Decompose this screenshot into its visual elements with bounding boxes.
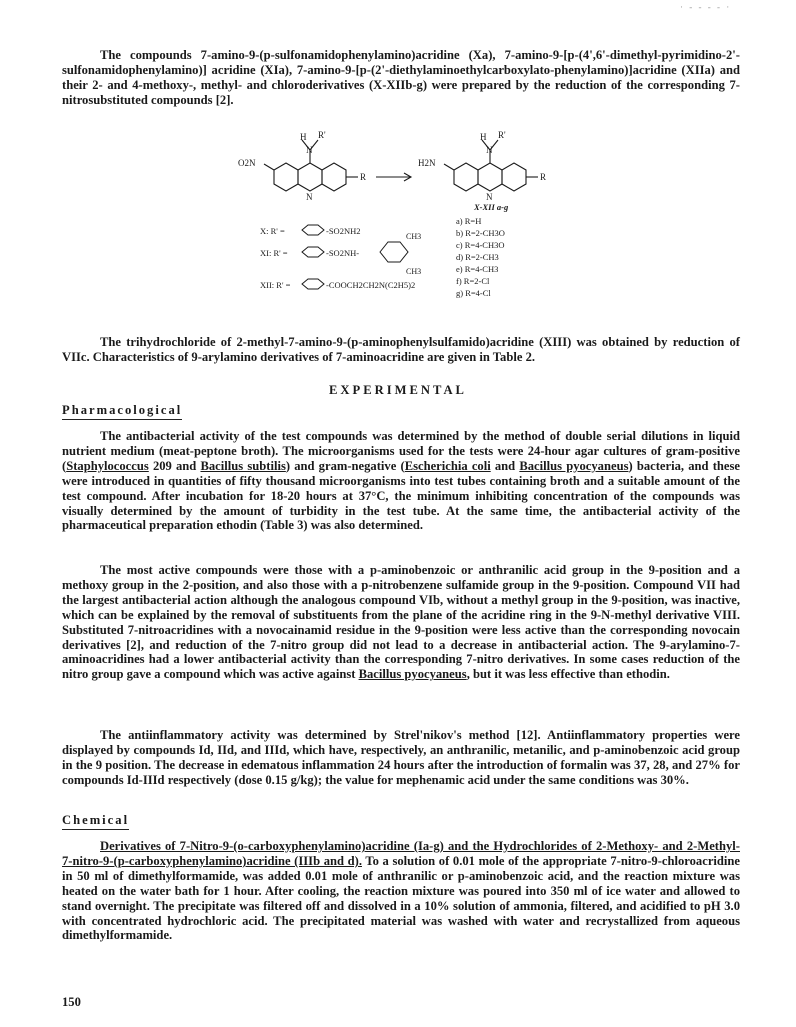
subst-b: b) R=2-CH3O xyxy=(456,228,505,238)
subst-e: e) R=4-CH3 xyxy=(456,264,499,274)
bacillus-subtilis-term: Bacillus subtilis xyxy=(200,458,286,473)
chem-paragraph: Derivatives of 7-Nitro-9-(o-carboxyphenylamino)acridine (Ia-g) and the Hydrochlorides of 2-Methoxy- and 2-Methyl-7-nitro-9-(p-carboxyphenylamino)acridine (IIIb and d). To a solution of 0.01 mole of the appropriate 7-nitro-9-chloroacridine in 50 ml of dimethylformamide, was added 0.01 mole of anthranilic or p-aminobenzoic acid, and the reaction mixture was heated on the water bath for 1 hour. After cooling, the reaction mixture was poured into 350 ml of ice water and allowed to stand overnight. The precipitate was filtered off and dissolved in a 10% solution of ammonia, filtered, and acidified to pH 3.0 with concentrated hydrochloric acid. The precipitated material was washed with water and recrystallized from aqueous dimethylformamide. xyxy=(62,839,741,943)
ring-n-left: N xyxy=(306,192,313,202)
pharm-paragraph-2: The most active compounds were those with a p-aminobenzoic or anthranilic acid group in the 9-position and a methoxy group in the 2-position, and also those with a p-nitrobenzene sulfamide group in the 9-position. Compound VII had the largest antibacterial action although the analogous compound VIb, without a methyl group in the 9-position, was inactive, which can be explained by the removal of substituents from the plane of the acridine ring in the 9-N-methyl derivative VIII. Substituted 7-nitroacridines with a novocainamid residue in the 9-position were less active than the corresponding novocain derivatives [2], and reduction of the 7-nitro group did not lead to a decrease in antibacterial action. The 9-arylamino-7-aminoacridines had a lower antibacterial activity than the corresponding 7-nitro derivatives. In some cases reduction of the nitro group gave a compound which was active against Bacillus pyocyaneus, but it was less effective than ethodin. xyxy=(62,563,740,682)
intro-paragraph: The compounds 7-amino-9-(p-sulfonamidophenylamino)acridine (Xa), 7-amino-9-[p-(4',6'-dimethyl-pyrimidino-2'-sulfonamidophenylamino)] acridine (XIa), 7-amino-9-[p-(2'-diethylaminoethylcarboxylato-phenylamino)]acridine (XIIa) and their 2- and 4-methoxy-, methyl- and chloroderivatives (X-XIIb-g) were prepared by the reduction of the corresponding 7-nitrosubstituted compounds [2]. xyxy=(62,48,740,107)
substituent-list xyxy=(456,216,505,298)
rgroup-x-label: X: R' = xyxy=(260,226,285,236)
n-right: N xyxy=(486,145,493,155)
bacillus-pyocyaneus-term-2: Bacillus pyocyaneus xyxy=(358,667,467,682)
page-number: 150 xyxy=(62,995,81,1009)
bacillus-pyocyaneus-term: Bacillus pyocyaneus xyxy=(519,458,629,473)
escherichia-coli-term: Escherichia coli xyxy=(404,458,491,473)
pharm-paragraph-3: The antiinflammatory activity was determined by Strel'nikov's method [12]. Antiinflammatory properties were displayed by compounds Id, IId, and IIId, which have, respectively, an anthranilic, metanilic, and p-aminobenzoic acid group in the 9 position. The decrease in edematous inflammation 24 hours after the introduction of formalin was 37, 28, and 27% for compounds Id-IIId respectively (dose 0.15 g/kg); the value for mephenamic acid under the same conditions was 30%. xyxy=(62,728,740,787)
ch3-top: CH3 xyxy=(406,232,422,241)
rgroup-xi-label: XI: R' = xyxy=(260,248,288,258)
h-left: H xyxy=(300,132,307,142)
ring-n-right: N xyxy=(486,192,493,202)
subst-d: d) R=2-CH3 xyxy=(456,252,499,262)
r-right: R xyxy=(540,172,547,182)
o2n-label: O2N xyxy=(238,158,256,168)
n-left: N xyxy=(306,145,313,155)
corner-mark: · - - - - · xyxy=(680,2,732,12)
rgroup-xi-suffix: -SO2NH- xyxy=(326,248,360,258)
experimental-heading: EXPERIMENTAL xyxy=(329,383,467,397)
subst-f: f) R=2-Cl xyxy=(456,276,490,286)
pharmacological-heading: Pharmacological xyxy=(62,403,182,420)
pharm-paragraph-1: The antibacterial activity of the test compounds was determined by the method of double serial dilutions in liquid nutrient medium (meat-peptone broth). The microorganisms used for the tests were 24-hour agar cultures of gram-positive (Staphylococcus 209 and Bacillus subtilis) and gram-negative (Escherichia coli and Bacillus pyocyaneus) bacteria, and these were introduced in quantities of fifty thousand microorganisms into test tubes containing broth and a suitable amount of the test compound. After incubation for 18-20 hours at 37°C, the minimum inhibiting concentration of the compounds was visually determined by the amount of turbidity in the test tube. At the same time, the antibacterial activity of the pharmaceutical preparation ethodin (Table 3) was also determined. xyxy=(62,429,740,533)
subst-c: c) R=4-CH3O xyxy=(456,240,505,250)
after-scheme-paragraph: The trihydrochloride of 2-methyl-7-amino-9-(p-aminophenylsulfamido)acridine (XIII) was obtained by reduction of VIIc. Characteristics of 9-arylamino derivatives of 7-aminoacridine are given in Table 2. xyxy=(62,335,740,364)
ch3-bottom: CH3 xyxy=(406,267,422,276)
subst-g: g) R=4-Cl xyxy=(456,288,491,298)
rprime-left: R' xyxy=(318,130,326,140)
staphylococcus-term: Staphylococcus xyxy=(66,458,149,473)
rgroup-xii-label: XII: R' = xyxy=(260,280,291,290)
reaction-arrow xyxy=(376,173,411,181)
rgroup-xii-suffix: -COOCH2CH2N(C2H5)2 xyxy=(326,280,416,290)
chemical-heading: Chemical xyxy=(62,813,129,830)
rgroup-x-suffix: -SO2NH2 xyxy=(326,226,361,236)
chem-procedure-title: Derivatives of 7-Nitro-9-(o-carboxyphenylamino)acridine (Ia-g) and the Hydrochlorides of 2-Methoxy- and 2-Methyl-7-nitro-9-(p-carboxyphenylamino)acridine (IIIb and d). xyxy=(62,839,740,868)
r-left: R xyxy=(360,172,367,182)
series-label: X-XII a-g xyxy=(474,202,509,212)
subst-a: a) R=H xyxy=(456,216,482,226)
h2n-label: H2N xyxy=(418,158,436,168)
h-right: H xyxy=(480,132,487,142)
rprime-groups xyxy=(260,225,421,290)
reaction-scheme xyxy=(230,128,590,308)
rprime-right: R' xyxy=(498,130,506,140)
